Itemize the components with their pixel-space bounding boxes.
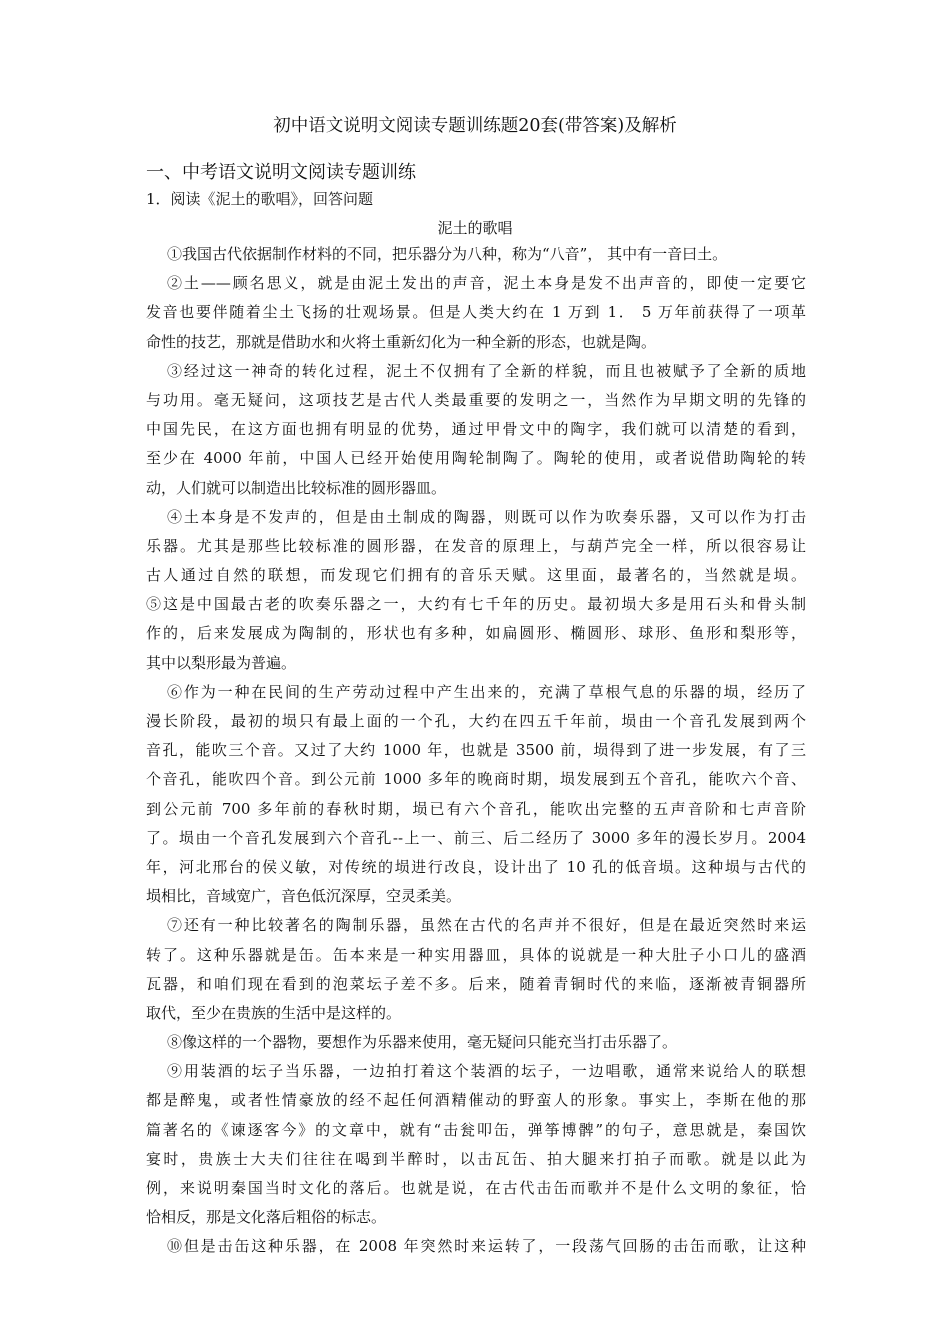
passage-line: 恰相反，那是文化落后粗俗的标志。	[146, 1208, 387, 1227]
passage-line: 音孔，能吹三个音。又过了大约 1000 年，也就是 3500 前，埙得到了进一步发展，有了三	[146, 741, 806, 760]
passage-line: ④土本身是不发声的，但是由土制成的陶器，则既可以作为吹奏乐器，又可以作为打击	[167, 507, 806, 526]
passage-line: 乐器。尤其是那些比较标准的圆形器，在发音的原理上，与葫芦完全一样，所以很容易让	[146, 536, 806, 555]
passage-line: ⑩但是击缶这种乐器，在 2008 年突然时来运转了，一段荡气回肠的击缶而歌，让这种	[167, 1237, 806, 1256]
question-prompt: 1．阅读《泥土的歌唱》，回答问题	[146, 190, 374, 208]
passage-line: 中国先民，在这方面也拥有明显的优势，通过甲骨文中的陶字，我们就可以清楚的看到，	[146, 420, 806, 439]
passage-line: ⑤这是中国最古老的吹奏乐器之一，大约有七千年的历史。最初埙大多是用石头和骨头制	[146, 595, 806, 614]
passage-line: ⑧像这样的一个器物，要想作为乐器来使用，毫无疑问只能充当打击乐器了。	[167, 1033, 678, 1052]
passage-line: 命性的技艺，那就是借助水和火将土重新幻化为一种全新的形态，也就是陶。	[146, 332, 657, 351]
passage-line: 宴时，贵族士大夫们往往在喝到半醉时，以击瓦缶、拍大腿来打拍子而歌。就是以此为	[146, 1149, 806, 1168]
passage-line: ①我国古代依据制作材料的不同，把乐器分为八种，称为“八音”， 其中有一音曰土。	[167, 245, 728, 263]
passage-line: ⑦还有一种比较著名的陶制乐器，虽然在古代的名声并不很好，但是在最近突然时来运	[167, 916, 806, 935]
passage-line: 与功用。毫无疑问，这项技艺是古代人类最重要的发明之一，当然作为早期文明的先锋的	[146, 390, 806, 409]
passage-line: ②土——顾名思义，就是由泥土发出的声音，泥土本身是发不出声音的，即使一定要它	[167, 274, 806, 293]
passage-line: 到公元前 700 多年前的春秋时期，埙已有六个音孔，能吹出完整的五声音阶和七声音阶	[146, 799, 806, 818]
passage-line: ⑥作为一种在民间的生产劳动过程中产生出来的，充满了草根气息的乐器的埙，经历了	[167, 682, 806, 701]
passage-body	[146, 240, 806, 1262]
passage-line: 例，来说明秦国当时文化的落后。也就是说，在古代击缶而歌并不是什么文明的象征，恰	[146, 1179, 806, 1197]
passage-line: 埙相比，音域宽广，音色低沉深厚，空灵柔美。	[146, 887, 462, 906]
section-title: 一、中考语文说明文阅读专题训练	[146, 162, 416, 183]
passage-line: 发音也要伴随着尘土飞扬的壮观场景。但是人类大约在 1 万到 1． 5 万年前获得了一项革	[146, 303, 806, 322]
passage-line: 个音孔，能吹四个音。到公元前 1000 多年的晚商时期，埙发展到五个音孔，能吹六个音、	[146, 770, 806, 789]
document-title: 初中语文说明文阅读专题训练题20套(带答案)及解析	[273, 116, 677, 136]
passage-line: ③经过这一神奇的转化过程，泥土不仅拥有了全新的样貌，而且也被赋予了全新的质地	[167, 361, 806, 380]
passage-line: 其中以梨形最为普遍。	[146, 653, 297, 672]
passage-line: 篇著名的《谏逐客今》的文章中，就有“击瓮叩缶，弹筝博髀”的句子，意思就是，秦国饮	[146, 1120, 806, 1139]
passage-line: 漫长阶段，最初的埙只有最上面的一个孔，大约在四五千年前，埙由一个音孔发展到两个	[146, 712, 806, 730]
passage-line: 古人通过自然的联想，而发现它们拥有的音乐天赋。这里面，最著名的，当然就是埙。	[146, 566, 806, 585]
passage-line: 瓦器，和咱们现在看到的泡菜坛子差不多。后来，随着青铜时代的来临，逐渐被青铜器所	[146, 974, 806, 993]
passage-line: 都是醉鬼，或者性情豪放的经不起任何酒精催动的野蛮人的形象。事实上，李斯在他的那	[146, 1091, 806, 1110]
passage-line: 取代，至少在贵族的生活中是这样的。	[146, 1003, 402, 1022]
passage-line: 至少在 4000 年前，中国人已经开始使用陶轮制陶了。陶轮的使用，或者说借助陶轮的转	[146, 449, 806, 468]
passage-line: ⑨用装酒的坛子当乐器，一边拍打着这个装酒的坛子，一边唱歌，通常来说给人的联想	[167, 1062, 806, 1081]
passage-line: 转了。这种乐器就是缶。缶本来是一种实用器皿，具体的说就是一种大肚子小口儿的盛酒	[146, 945, 806, 964]
passage-title: 泥土的歌唱	[437, 219, 513, 237]
passage-line: 年，河北邢台的侯义敏，对传统的埙进行改良，设计出了 10 孔的低音埙。这种埙与古代的	[146, 857, 806, 876]
passage-line: 了。埙由一个音孔发展到六个音孔--上一、前三、后二经历了 3000 多年的漫长岁月。2004	[146, 828, 806, 847]
passage-line: 作的，后来发展成为陶制的，形状也有多种，如扁圆形、椭圆形、球形、鱼形和梨形等，	[146, 624, 806, 643]
passage-line: 动，人们就可以制造出比较标准的圆形器皿。	[146, 478, 447, 497]
